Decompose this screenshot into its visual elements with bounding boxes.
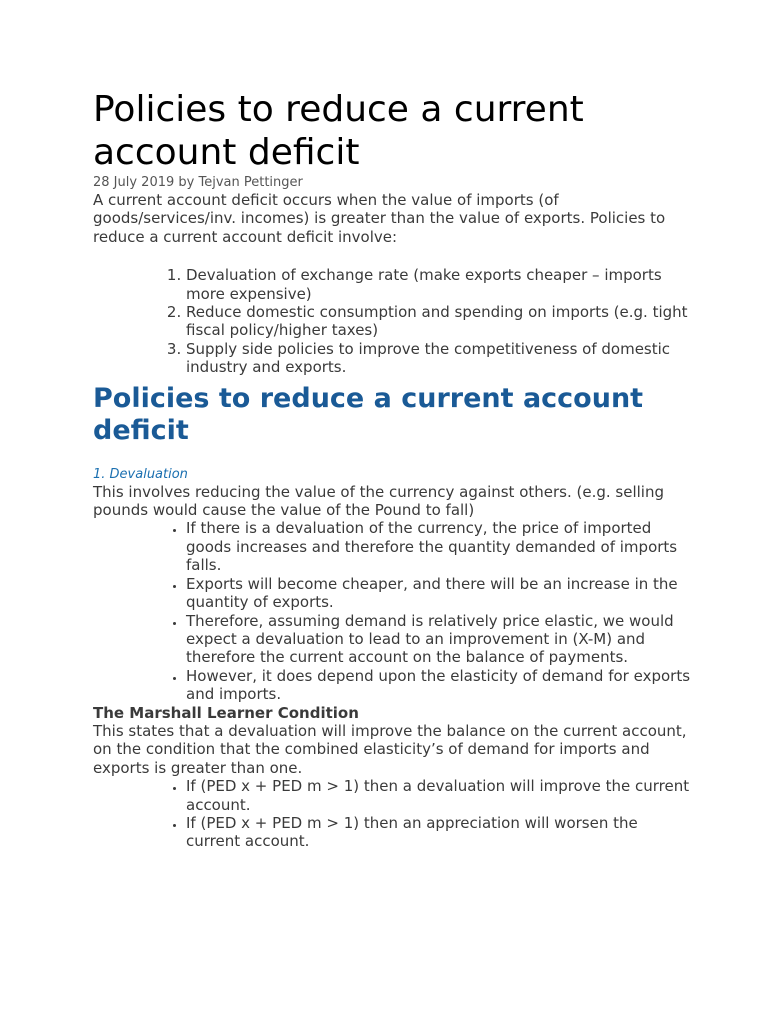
policies-list bbox=[93, 266, 693, 376]
list-item: • Therefore, assuming demand is relatively price elastic, we would expect a devaluation to lead to an improvement in (X-M) and therefore the current account on the balance of payments. bbox=[186, 612, 693, 667]
byline: 28 July 2019 by Tejvan Pettinger bbox=[93, 175, 303, 190]
section-heading: Policies to reduce a current account deficit bbox=[93, 382, 644, 446]
document-page bbox=[93, 88, 693, 851]
list-item: • If (PED x + PED m > 1) then a devaluation will improve the current account. bbox=[186, 777, 693, 814]
devaluation-paragraph: This involves reducing the value of the currency against others. (e.g. selling pounds would cause the value of the Pound to fall) bbox=[93, 482, 665, 520]
devaluation-bullets bbox=[93, 519, 693, 703]
marshall-bullets bbox=[93, 777, 693, 851]
list-item: • If (PED x + PED m > 1) then an appreciation will worsen the current account. bbox=[186, 814, 693, 851]
intro-paragraph: A current account deficit occurs when the value of imports (of goods/services/inv. incomes) is greater than the value of exports. Policies to reduce a current account deficit involve: bbox=[93, 191, 666, 246]
marshall-paragraph: This states that a devaluation will improve the balance on the current account, on the condition that the combined elasticity’s of demand for imports and exports is greater than one. bbox=[93, 721, 687, 777]
list-item: • However, it does depend upon the elasticity of demand for exports and imports. bbox=[186, 667, 693, 704]
marshall-heading: The Marshall Learner Condition bbox=[93, 703, 359, 722]
page-title: Policies to reduce a current account deficit bbox=[93, 89, 584, 173]
devaluation-heading: 1. Devaluation bbox=[93, 466, 188, 482]
list-item: • If there is a devaluation of the currency, the price of imported goods increases and therefore the quantity demanded of imports falls. bbox=[186, 519, 693, 574]
list-item: 3. Supply side policies to improve the competitiveness of domestic industry and exports. bbox=[186, 340, 693, 377]
list-item: • Exports will become cheaper, and there will be an increase in the quantity of exports. bbox=[186, 575, 693, 612]
list-item: 1. Devaluation of exchange rate (make exports cheaper – imports more expensive) bbox=[186, 266, 693, 303]
list-item: 2. Reduce domestic consumption and spending on imports (e.g. tight fiscal policy/higher taxes) bbox=[186, 303, 693, 340]
